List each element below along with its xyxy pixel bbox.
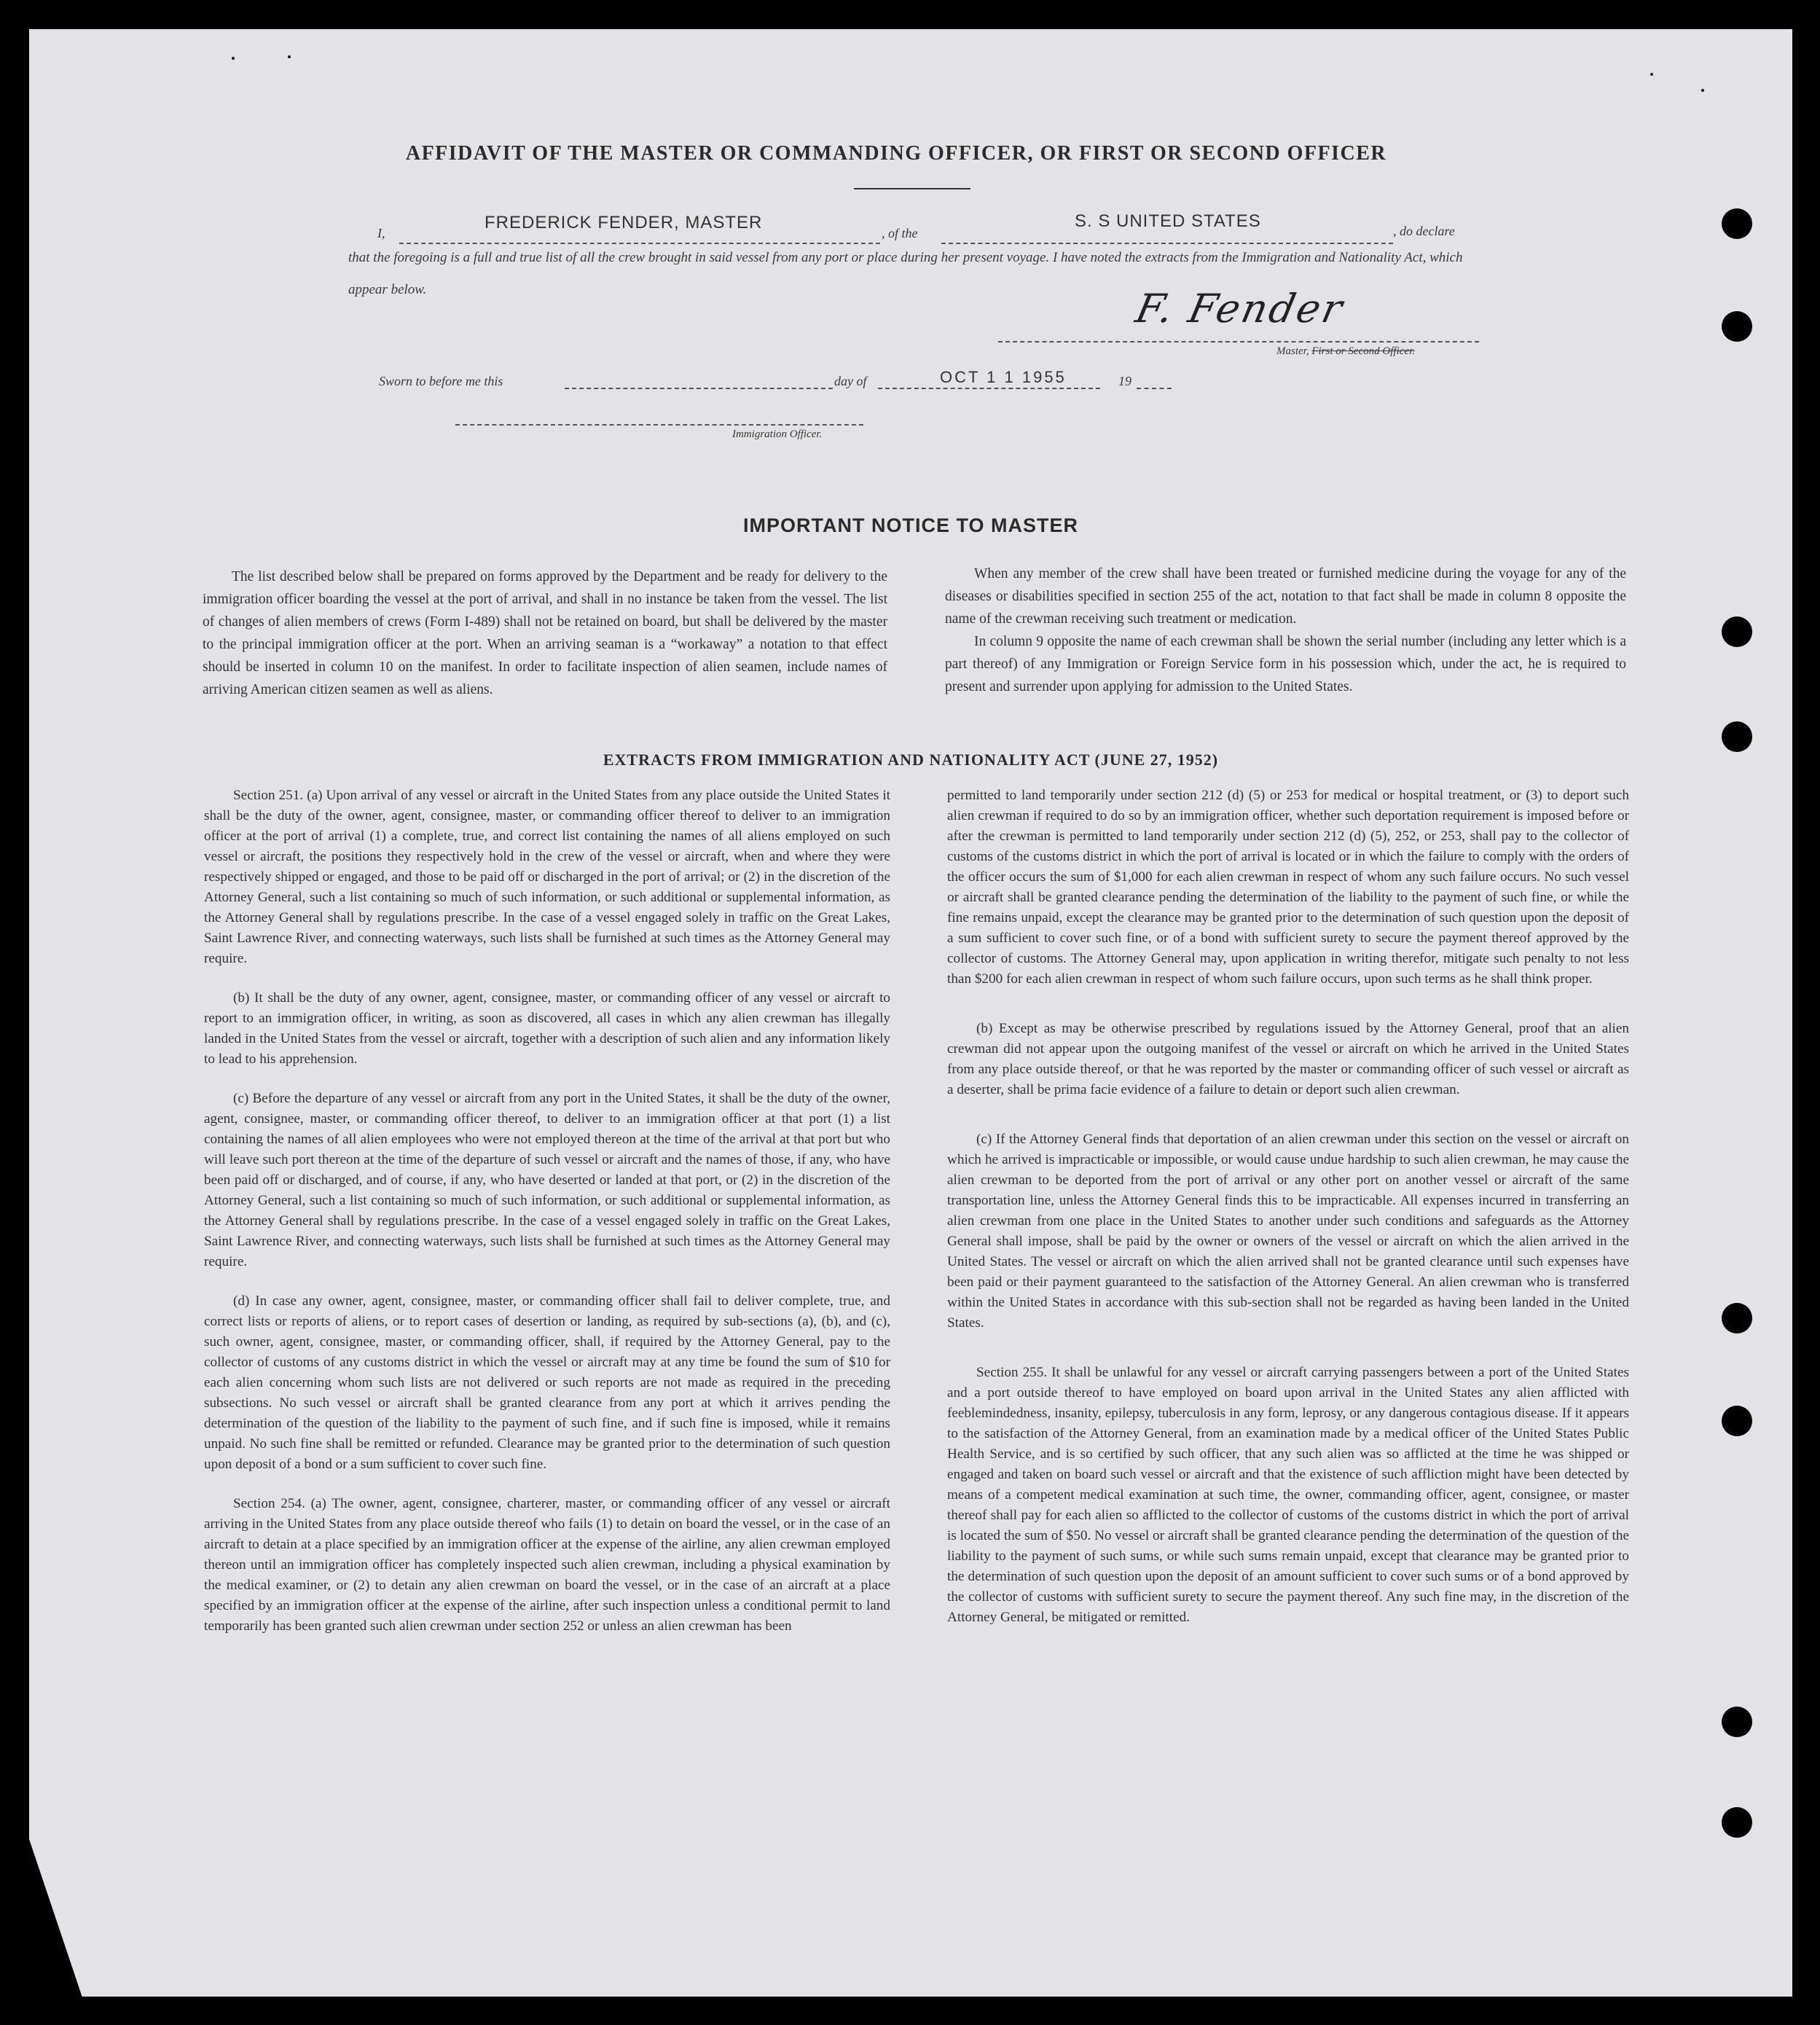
prefix-i: I, [377,226,385,240]
day-of-label: day of [834,374,867,388]
affidavit-title: AFFIDAVIT OF THE MASTER OR COMMANDING OFFICER, OR FIRST OR SECOND OFFICER [405,142,1387,165]
extract-paragraph: (c) Before the departure of any vessel or aircraft from any port in the United States, it shall be the duty of the owner, agent, consignee, master, or commanding officer thereof, to deliver to an immigration officer at that port (1) a list containing the names of all alien employees who were not employed thereon at the time of the arrival at that port but who will leave such port thereon at the time of the departure of such vessel or aircraft and the names of those, if any, who have been paid off or discharged, and of course, if any, who have deserted or landed at that port, or (2) in the discretion of the Attorney General, such a list containing so much of such information, or such additional or supplemental information, as the Attorney General shall by regulations prescribe. In the case of a vessel engaged solely in traffic on the Great Lakes, Saint Lawrence River, and connecting waterways, such lists shall be furnished at such times as the Attorney General may require. [204,1091,890,1269]
declaration-text: that the foregoing is a full and true list of all the crew brought in said vessel from any port or place during her present voyage. I have noted the extracts from the Immigration and Nationality Act, which appear below. [348,250,1463,297]
speck [1701,89,1704,92]
master-signature: F. Fender [1131,286,1349,332]
master-name-value: FREDERICK FENDER, MASTER [485,213,763,232]
signature-caption [1276,345,1415,358]
of-the-label: , of the [882,226,918,240]
binder-hole [1722,208,1752,239]
notice-left-column [203,565,887,701]
extract-paragraph: Section 255. It shall be unlawful for any vessel or aircraft carrying passengers between a port of the United States and a port outside thereof to have employed on board upon arrival in the United States any alien afflicted with feeblemindedness, insanity, epilepsy, tuberculosis in any form, leprosy, or any dangerous contagious disease. If it appears to the satisfaction of the Attorney General, from an examination made by a medical officer of the United States Public Health Service, and is so certified by such officer, that any such alien was so afflicted at the time he was shipped or engaged and taken on board such vessel or aircraft and that the existence of such affliction might have been detected by means of a competent medical examination at such time, the owner, commanding officer, agent, consignee, or master thereof shall pay for each alien so afflicted to the collector of customs of the customs district in which the port of arrival is located the sum of $50. No vessel or aircraft shall be granted clearance pending the determination of the question of the liability to the payment of such sums, or while such sums remain unpaid, except that clearance may be granted prior to the determination of such question upon the deposit of an amount sufficient to cover such sums or of a bond approved by the collector of customs with sufficient surety to secure the payment thereof. Any such fine may, in the discretion of the Attorney General, be mitigated or remitted. [947,1365,1629,1625]
extract-paragraph: Section 251. (a) Upon arrival of any vessel or aircraft in the United States from any place outside the United States it shall be the duty of the owner, agent, consignee, master, or commanding officer thereof to deliver to an immigration officer at the port of arrival (1) a complete, true, and correct list containing the names of all aliens employed on such vessel or aircraft, the positions they respectively hold in the crew of the vessel or aircraft, when and where they were respectively shipped or engaged, and those to be paid off or discharged in the port of arrival; or (2) in the discretion of the Attorney General, such a list containing so much of such information, or such additional or supplemental information, as the Attorney General shall by regulations prescribe. In the case of a vessel engaged solely in traffic on the Great Lakes, Saint Lawrence River, and connecting waterways, such lists shall be furnished at such times as the Attorney General may require. [204,788,890,966]
binder-hole [1722,616,1752,647]
speck [288,55,291,58]
binder-hole [1722,721,1752,752]
vessel-name-value: S. S UNITED STATES [1075,211,1261,231]
sworn-label: Sworn to before me this [379,374,503,388]
extract-paragraph: Section 254. (a) The owner, agent, consignee, charterer, master, or commanding officer of any vessel or aircraft arriving in the United States from any place outside thereof who fails (1) to detain on board the vessel, or in the case of an aircraft to detain at a place specified by an immigration officer at the expense of the airline, any alien crewman employed thereon until an immigration officer has completely inspected such alien crewman, including a physical examination by the medical examiner, or (2) to detain any alien crewman on board the vessel, or in the case of an aircraft at a place specified by an immigration officer at the expense of the airline, after such inspection unless a conditional permit to land temporarily has been granted such alien crewman under section 252 or unless an alien crewman has been [204,1496,890,1634]
caption-master: Master, [1276,345,1309,357]
binder-hole [1722,311,1752,342]
binder-hole [1722,1406,1752,1436]
extract-paragraph: (b) It shall be the duty of any owner, agent, consignee, master, or commanding officer of any vessel or aircraft to report to an immigration officer, in writing, as soon as discovered, all cases in which any alien crewman has illegally landed in the United States from the vessel or aircraft, together with a description of such alien and any information likely to lead to his apprehension. [204,990,890,1067]
title-rule [854,188,970,189]
sworn-date-line [878,388,1100,389]
notice-right-column [945,563,1626,698]
officer-caption: Immigration Officer. [732,428,823,440]
year-line [1137,388,1172,389]
binder-hole [1722,1303,1752,1333]
notice-title: IMPORTANT NOTICE TO MASTER [743,514,1078,536]
officer-line [455,424,863,426]
extracts-left-column [204,786,890,1656]
extracts-right-column [947,786,1629,1647]
extract-paragraph: permitted to land temporarily under section 212 (d) (5) or 253 for medical or hospital treatment, or (3) to deport such alien crewman if required to do so by an immigration officer, whether such deportation requirement is imposed before or after the crewman is permitted to land temporarily under section 212 (d) (5), 252, or 253, shall pay to the collector of customs of the customs district in which the port of arrival is located or in which the failure to comply with the orders of the officer occurs the sum of $1,000 for each alien crewman in respect of whom any such failure occurs. No such vessel or aircraft shall be granted clearance pending the determination of the liability to the payment of such fine, or while the fine remains unpaid, except the clearance may be granted prior to the determination of such question upon the deposit of a sum sufficient to cover such fine, or of a bond with sufficient surety to secure the payment thereof approved by the collector of customs. The Attorney General may, upon application in writing therefor, mitigate such penalty to not less than $200 for each alien crewman in respect of whom such failure occurs, upon such terms as he shall think proper. [947,788,1629,987]
date-stamp: OCT 1 1 1955 [940,368,1067,386]
extract-paragraph: (b) Except as may be otherwise prescribed by regulations issued by the Attorney General, proof that an alien crewman did not appear upon the outgoing manifest of the vessel or aircraft on which he arrived in the United States from any place outside thereof, or that he was reported by the master or commanding officer of such vessel or aircraft as a deserter, shall be prima facie evidence of a failure to detain or deport such alien crewman. [947,1021,1629,1097]
extract-paragraph: (d) In case any owner, agent, consignee, master, or commanding officer shall fail to deliver complete, true, and correct lists or reports of aliens, or to report cases of desertion or landing, as required by sub-sections (a), (b), and (c), such owner, agent, consignee, master, or commanding officer, shall, if required by the Attorney General, pay to the collector of customs of any customs district in which the vessel or aircraft may at any time be found the sum of $10 for each alien concerning whom such lists are not delivered or such reports are not made as required in the preceding subsections. No such vessel or aircraft shall be granted clearance from any port at which it arrives pending the determination of the question of the liability to the payment of such fine, and if such fine is imposed, while it remains unpaid. No such fine shall be remitted or refunded. Clearance may be granted prior to the determination of such question upon deposit of a bond or a sum sufficient to cover such fine. [204,1293,890,1472]
notice-right-paragraph: In column 9 opposite the name of each crewman shall be shown the serial number (including any letter which is a part thereof) of any Immigration or Foreign Service form in his possession which, under the act, he is required to present and surrender upon applying for admission to the United States. [945,634,1626,694]
notice-left-paragraph: The list described below shall be prepared on forms approved by the Department and be ready for delivery to the immigration officer boarding the vessel at the port of arrival, and shall in no instance be taken from the vessel. The list of changes of alien members of crews (Form I-489) shall not be retained on board, but shall be delivered by the master to the principal immigration officer at the port. When an arriving seaman is a “workaway” a notation to that effect should be inserted in column 10 on the manifest. In order to facilitate inspection of alien seamen, include names of arriving American citizen seamen as well as aliens. [203,569,887,697]
binder-hole [1722,1807,1752,1838]
do-declare-label: , do declare [1393,224,1455,238]
caption-struck: First or Second Officer. [1311,345,1415,357]
year-prefix: 19 [1118,374,1131,388]
sworn-day-line [565,388,833,389]
speck [232,57,235,60]
notice-right-paragraph: When any member of the crew shall have been treated or furnished medicine during the voyage for any of the diseases or disabilities specified in section 255 of the act, notation to that fact shall be made in column 8 opposite the name of the crewman receiving such treatment or medication. [945,566,1626,627]
extract-paragraph: (c) If the Attorney General finds that deportation of an alien crewman under this section on the vessel or aircraft on which he arrived is impracticable or impossible, or would cause undue hardship to such alien crewman, he may cause the alien crewman to be deported from the port of arrival or any other port on another vessel or aircraft of the same transportation line, unless the Attorney General finds this to be impracticable. All expenses incurred in transferring an alien crewman from one place in the United States to another under such conditions and safeguards as the Attorney General shall impose, shall be paid by the owner or owners of the vessel or aircraft on which the alien arrived in the United States. The vessel or aircraft on which the alien arrived shall not be granted clearance until such expenses have been paid or their payment guaranteed to the satisfaction of the Attorney General. An alien crewman who is transferred within the United States in accordance with this sub-section shall not be regarded as having been landed in the United States. [947,1132,1629,1331]
speck [1650,73,1653,76]
signature-line [998,341,1479,342]
binder-hole [1722,1707,1752,1737]
extracts-title: EXTRACTS FROM IMMIGRATION AND NATIONALITY ACT (JUNE 27, 1952) [603,751,1219,769]
